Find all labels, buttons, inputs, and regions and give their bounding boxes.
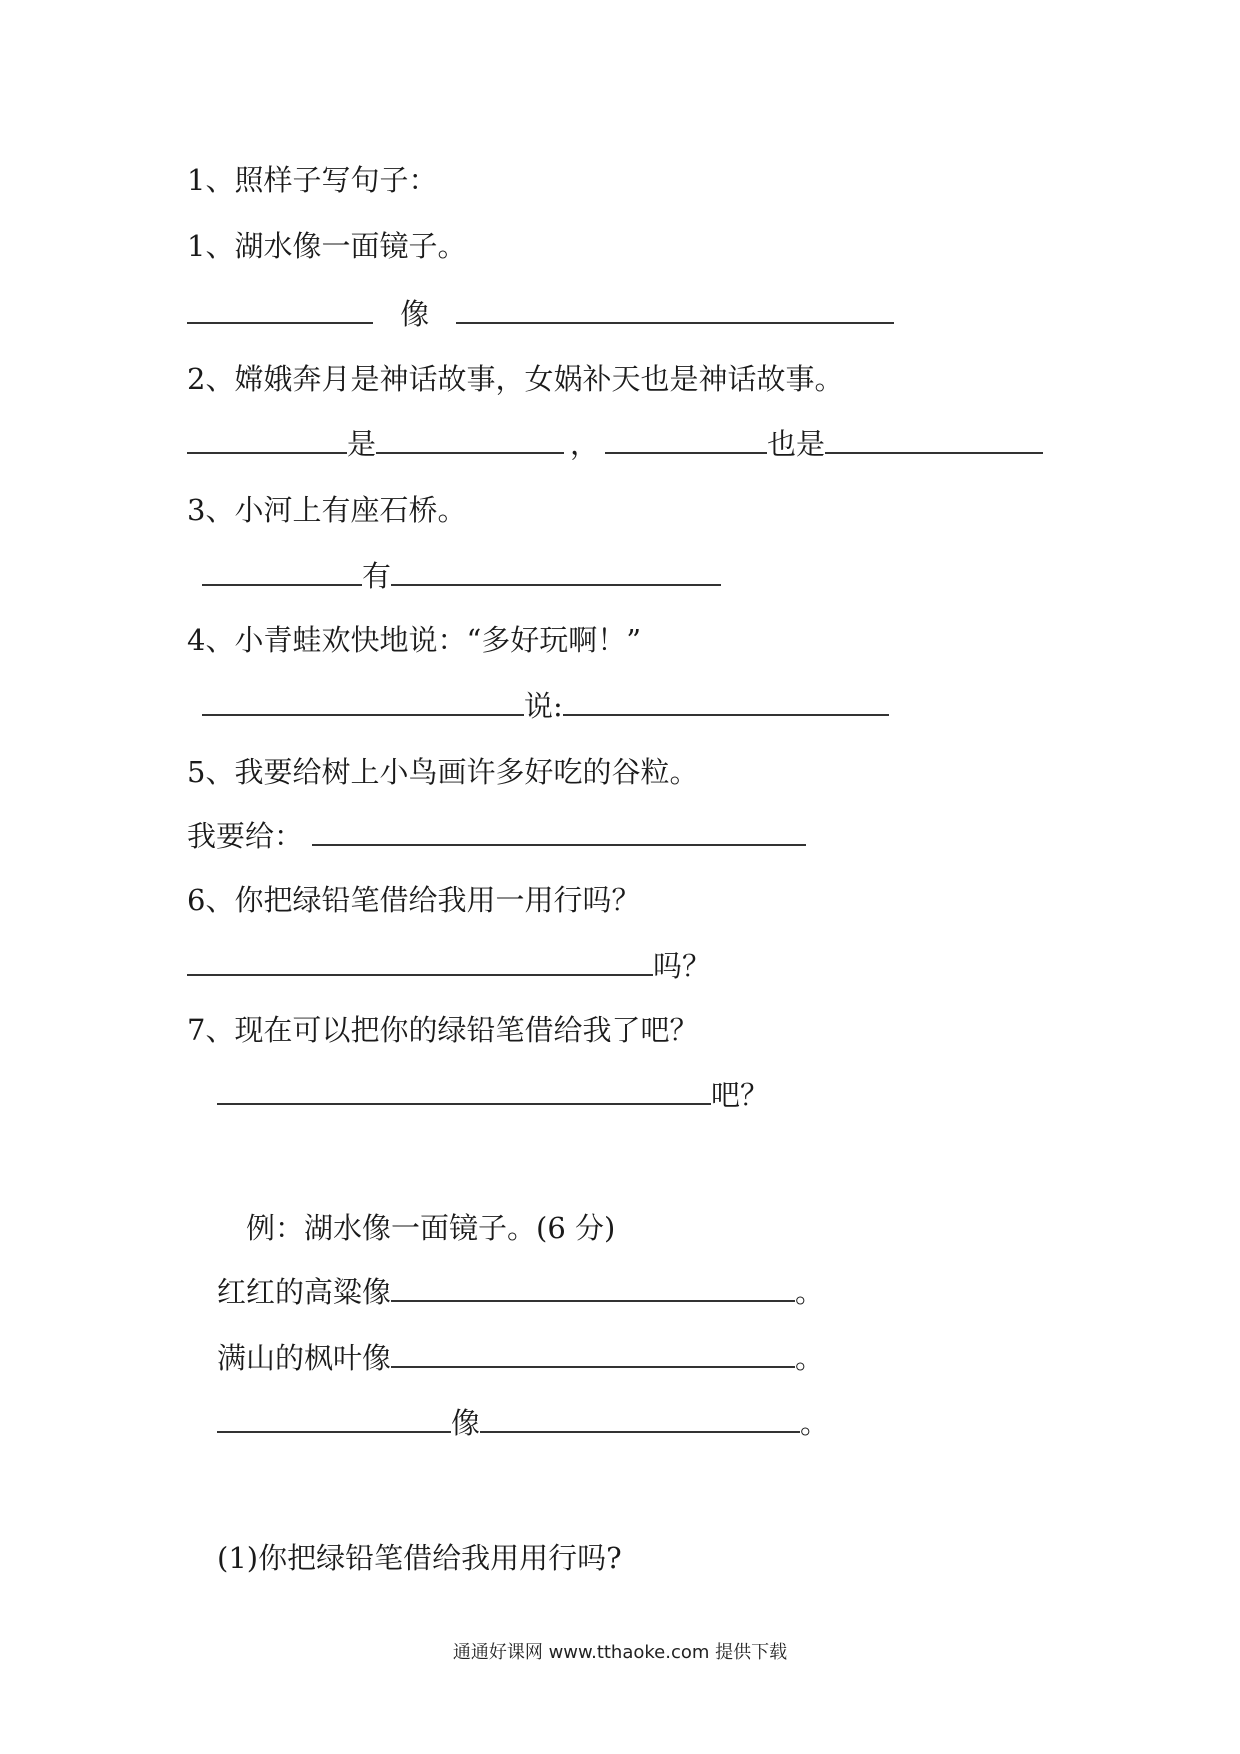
fill-text: 我要给： xyxy=(187,819,304,853)
blank[interactable] xyxy=(312,822,806,846)
question-3-prompt: 3、小河上有座石桥。 xyxy=(187,493,467,527)
question-4-prompt: 4、小青蛙欢快地说：“多好玩啊！” xyxy=(187,623,642,657)
fill-text: 像 xyxy=(400,297,430,331)
blank[interactable] xyxy=(187,300,373,324)
question-2-prompt: 2、嫦娥奔月是神话故事，女娲补天也是神话故事。 xyxy=(187,362,844,396)
fill-text: 。 xyxy=(795,1341,825,1375)
fill-text: ， xyxy=(570,427,600,461)
fill-text: 红红的高粱像 xyxy=(217,1275,392,1309)
blank[interactable] xyxy=(376,430,564,454)
blank[interactable] xyxy=(202,562,362,586)
blank[interactable] xyxy=(391,1278,795,1302)
question-item-1: (1)你把绿铅笔借给我用用行吗? xyxy=(217,1541,622,1575)
blank[interactable] xyxy=(187,430,347,454)
blank[interactable] xyxy=(202,692,524,716)
footer-credit: 通通好课网 www.tthaoke.com 提供下载 xyxy=(452,1642,788,1663)
fill-text: 。 xyxy=(795,1275,825,1309)
example-sentence: 例：湖水像一面镜子。(6 分) xyxy=(246,1211,616,1245)
blank[interactable] xyxy=(187,952,653,976)
answer-line-4 xyxy=(202,688,889,724)
blank[interactable] xyxy=(605,430,767,454)
answer-line-3 xyxy=(202,558,721,594)
fill-text: 满山的枫叶像 xyxy=(217,1341,392,1375)
blank[interactable] xyxy=(391,1344,795,1368)
fill-text: 像 xyxy=(451,1406,481,1440)
blank[interactable] xyxy=(480,1409,800,1433)
blank[interactable] xyxy=(217,1409,451,1433)
question-6-prompt: 6、你把绿铅笔借给我用一用行吗？ xyxy=(187,883,641,917)
fill-text: 也是 xyxy=(767,427,826,461)
question-5-prompt: 5、我要给树上小鸟画许多好吃的谷粒。 xyxy=(187,755,699,789)
blank[interactable] xyxy=(825,430,1043,454)
answer-line-5 xyxy=(187,818,806,854)
answer-line-1 xyxy=(187,296,894,332)
fill-text: 说: xyxy=(524,689,563,723)
fill-text: 。 xyxy=(800,1406,830,1440)
fill-text: 吧？ xyxy=(711,1078,770,1112)
simile-line-1 xyxy=(217,1274,824,1310)
question-7-prompt: 7、现在可以把你的绿铅笔借给我了吧？ xyxy=(187,1013,699,1047)
question-1-prompt: 1、湖水像一面镜子。 xyxy=(187,229,467,263)
simile-line-3 xyxy=(217,1405,829,1441)
blank[interactable] xyxy=(391,562,721,586)
answer-line-6 xyxy=(187,948,711,984)
fill-text: 有 xyxy=(362,559,392,593)
section-heading: 1、照样子写句子： xyxy=(187,163,438,197)
answer-line-7 xyxy=(217,1077,769,1113)
blank[interactable] xyxy=(563,692,889,716)
blank[interactable] xyxy=(456,300,894,324)
fill-text: 吗？ xyxy=(653,949,712,983)
answer-line-2 xyxy=(187,426,1043,462)
fill-text: 是 xyxy=(347,427,377,461)
simile-line-2 xyxy=(217,1340,824,1376)
blank[interactable] xyxy=(217,1081,711,1105)
